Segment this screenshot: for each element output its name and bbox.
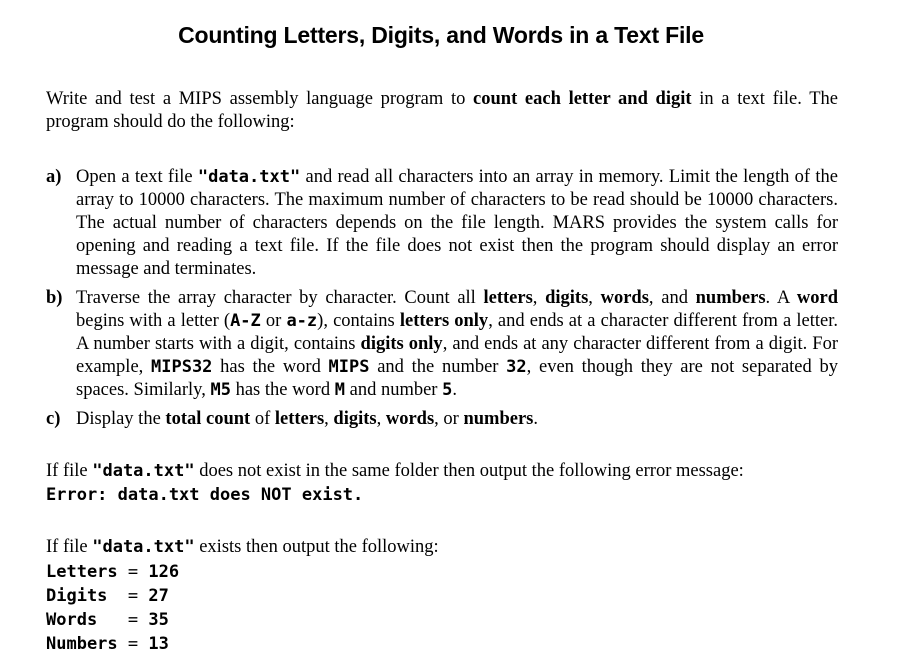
output-value: 126 xyxy=(148,562,180,582)
list-item-text: Traverse the array character by character. Count all letters, digits, words, and numbers. A word begins with a letter (A-Z or a-z), contains letters only, and ends at a character different from a letter. A number starts with a digit, contains digits only, and ends at any character different from a digit. For example, MIPS32 has the word MIPS and the number 32, even though they are not separated by spaces. Similarly, M5 has the word M and number 5. xyxy=(76,288,838,400)
list-item-a xyxy=(46,166,838,281)
inline-code: M5 xyxy=(210,380,231,400)
list-item-label: c) xyxy=(46,409,61,429)
output-separator: = xyxy=(117,610,149,630)
inline-code: M xyxy=(334,380,345,400)
inline-code: MIPS32 xyxy=(151,357,213,377)
inline-code: A-Z xyxy=(230,311,261,331)
intro-text: in a text file. The program should do the following: xyxy=(46,89,839,132)
output-separator: = xyxy=(117,586,149,606)
output-row xyxy=(46,584,179,608)
missing-file-paragraph: If file "data.txt" does not exist in the same folder then output the following error message: xyxy=(46,461,744,481)
inline-code: 5 xyxy=(442,380,453,400)
output-label: Digits xyxy=(46,586,118,606)
error-message: Error: data.txt does NOT exist. xyxy=(46,485,364,505)
inline-code-filename: "data.txt" xyxy=(92,461,195,481)
output-label: Letters xyxy=(46,562,118,582)
list-item-b xyxy=(46,287,838,402)
inline-code: a-z xyxy=(286,311,318,331)
output-row xyxy=(46,608,179,632)
intro-paragraph xyxy=(46,88,838,134)
list-item-text: Open a text file "data.txt" and read all characters into an array in memory. Limit the length of the array to 10000 characters. The maximum number of characters to be read should be 10000 characters. The actual number of characters depends on the file length. MARS provides the system calls for opening and reading a text file. If the file does not exist then the program should display an error message and terminates. xyxy=(76,167,838,279)
output-label: Words xyxy=(46,610,118,630)
inline-code: MIPS xyxy=(328,357,370,377)
output-value: 35 xyxy=(148,610,169,630)
page-title: Counting Letters, Digits, and Words in a Text File xyxy=(178,22,704,48)
output-separator: = xyxy=(117,562,149,582)
list-item-c xyxy=(46,408,838,431)
inline-code: 32 xyxy=(506,357,527,377)
intro-emphasis: count each letter and digit xyxy=(473,89,692,109)
inline-code-filename: "data.txt" xyxy=(92,537,195,557)
output-row xyxy=(46,632,179,656)
inline-code-filename: "data.txt" xyxy=(197,167,301,187)
list-item-label: b) xyxy=(46,288,63,308)
list-item-label: a) xyxy=(46,167,62,187)
intro-text: Write and test a MIPS assembly language program to xyxy=(46,89,474,109)
output-value: 27 xyxy=(148,586,169,606)
sample-output xyxy=(46,560,179,656)
output-label: Numbers xyxy=(46,634,118,654)
output-row xyxy=(46,560,179,584)
list-item-text: Display the total count of letters, digits, words, or numbers. xyxy=(76,409,538,429)
file-exists-paragraph: If file "data.txt" exists then output the following: xyxy=(46,537,439,557)
output-value: 13 xyxy=(148,634,169,654)
output-separator: = xyxy=(117,634,149,654)
